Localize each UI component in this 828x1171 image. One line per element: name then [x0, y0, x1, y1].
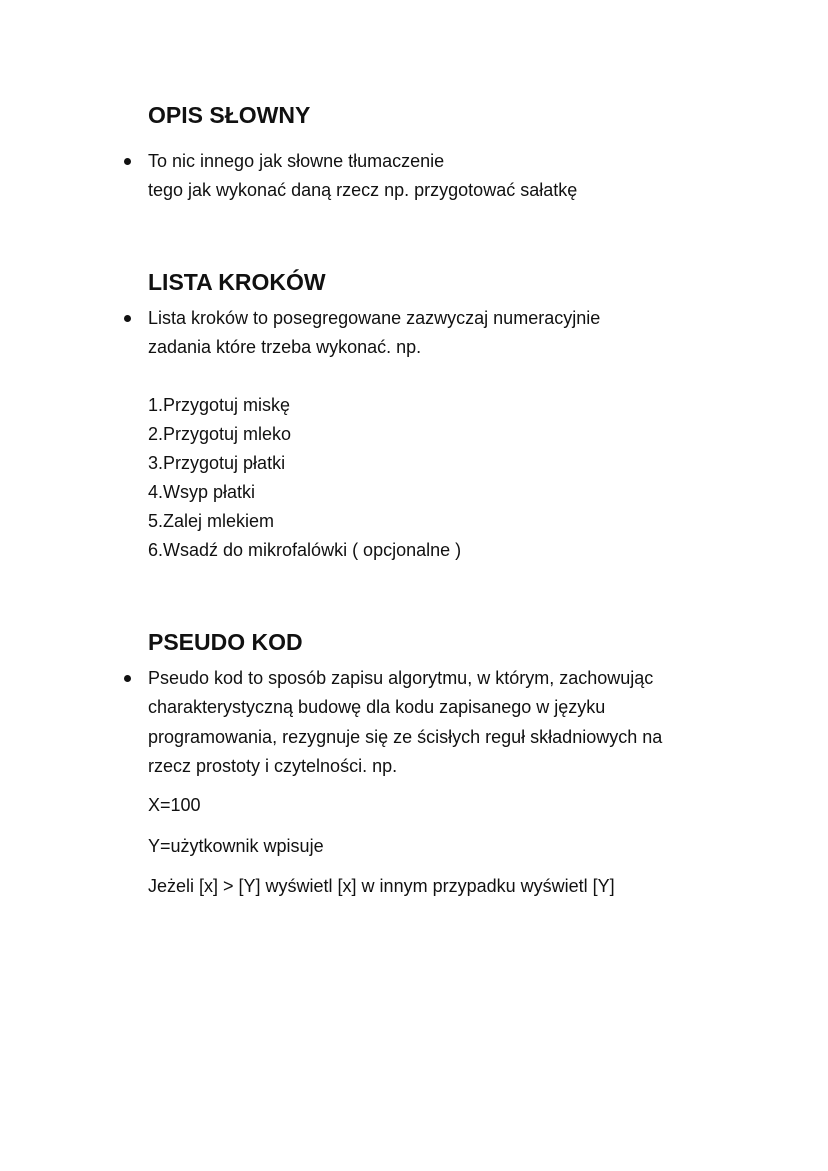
paragraph-line: zadania które trzeba wykonać. np.: [148, 337, 422, 357]
heading-pseudo-kod: PSEUDO KOD: [148, 629, 303, 655]
paragraph-line: rzecz prostoty i czytelności. np.: [148, 756, 398, 776]
paragraph-line: tego jak wykonać daną rzecz np. przygotować sałatkę: [148, 180, 578, 200]
bullet-icon: [124, 675, 131, 682]
step-item: 2.Przygotuj mleko: [148, 424, 292, 444]
code-line: Jeżeli [x] > [Y] wyświetl [x] w innym przypadku wyświetl [Y]: [148, 876, 615, 896]
step-item: 3.Przygotuj płatki: [148, 453, 286, 473]
heading-opis-slowny: OPIS SŁOWNY: [148, 102, 311, 128]
paragraph-line: Lista kroków to posegregowane zazwyczaj numeracyjnie: [148, 308, 601, 328]
bullet-icon: [124, 158, 131, 165]
code-line: Y=użytkownik wpisuje: [148, 836, 324, 856]
step-item: 6.Wsadź do mikrofalówki ( opcjonalne ): [148, 540, 462, 560]
step-item: 1.Przygotuj miskę: [148, 395, 291, 415]
step-item: 4.Wsyp płatki: [148, 482, 256, 502]
bullet-icon: [124, 315, 131, 322]
paragraph-line: programowania, rezygnuje się ze ścisłych reguł składniowych na: [148, 727, 663, 747]
heading-lista-krokow: LISTA KROKÓW: [148, 269, 326, 295]
paragraph-line: To nic innego jak słowne tłumaczenie: [148, 151, 445, 171]
paragraph-line: charakterystyczną budowę dla kodu zapisanego w języku: [148, 697, 606, 717]
paragraph-line: Pseudo kod to sposób zapisu algorytmu, w którym, zachowując: [148, 668, 654, 688]
step-item: 5.Zalej mlekiem: [148, 511, 275, 531]
code-line: X=100: [148, 795, 201, 815]
